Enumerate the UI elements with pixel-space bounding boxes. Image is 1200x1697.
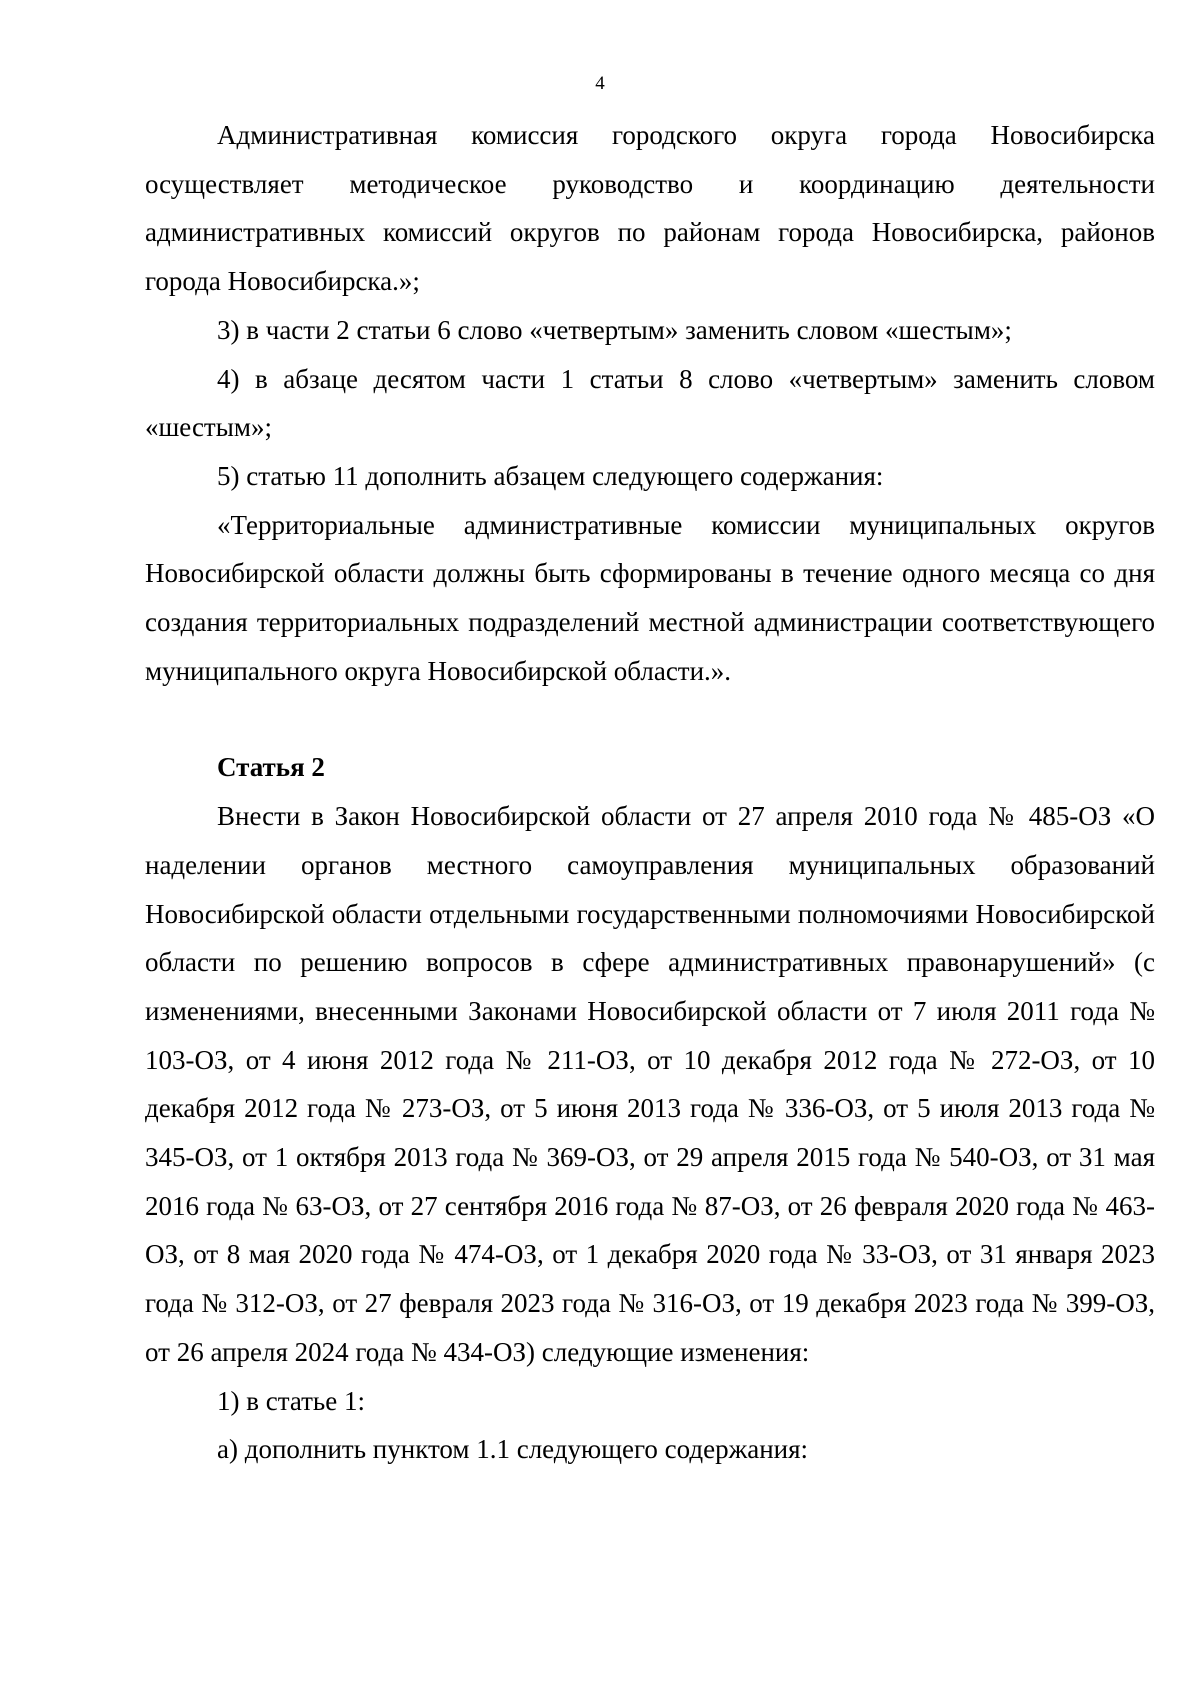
paragraph-amendment-3: 3) в части 2 статьи 6 слово «четвертым» заменить словом «шестым»; <box>217 314 1012 345</box>
page-number: 4 <box>595 73 605 94</box>
paragraph-commission-coordination: Административная комиссия городского округа города Новосибирска осуществляет методическое руководство и координацию деятельности административных комиссий округов по районам города Новосибирска, районов города Новосибирска.»; <box>145 120 1155 297</box>
paragraph-territorial-commissions: «Территориальные административные комиссии муниципальных округов Новосибирской области должны быть сформированы в течение одного месяца со дня создания территориальных подразделений местной администрации соответствующего муниципального округа Новосибирской области.». <box>145 509 1155 686</box>
paragraph-amendment-4: 4) в абзаце десятом части 1 статьи 8 слово «четвертым» заменить словом «шестым»; <box>145 363 1155 443</box>
paragraph-subitem-a: а) дополнить пунктом 1.1 следующего содержания: <box>217 1434 809 1465</box>
paragraph-item-1: 1) в статье 1: <box>217 1385 365 1416</box>
paragraph-law-amendment: Внести в Закон Новосибирской области от 27 апреля 2010 года № 485-ОЗ «О наделении органов местного самоуправления муниципальных образований Новосибирской области отдельными государственными полномочиями Новосибирской области по решению вопросов в сфере административных правонарушений» (с изменениями, внесенными Законами Новосибирской области от 7 июля 2011 года № 103-ОЗ, от 4 июня 2012 года № 211-ОЗ, от 10 декабря 2012 года № 272-ОЗ, от 10 декабря 2012 года № 273-ОЗ, от 5 июня 2013 года № 336-ОЗ, от 5 июля 2013 года № 345-ОЗ, от 1 октября 2013 года № 369-ОЗ, от 29 апреля 2015 года № 540-ОЗ, от 31 мая 2016 года № 63-ОЗ, от 27 сентября 2016 года № 87-ОЗ, от 26 февраля 2020 года № 463-ОЗ, от 8 мая 2020 года № 474-ОЗ, от 1 декабря 2020 года № 33-ОЗ, от 31 января 2023 года № 312-ОЗ, от 27 февраля 2023 года № 316-ОЗ, от 19 декабря 2023 года № 399-ОЗ, от 26 апреля 2024 года № 434-ОЗ) следующие изменения: <box>145 801 1155 1367</box>
document-body <box>145 111 1155 1474</box>
article-heading: Статья 2 <box>217 752 325 783</box>
paragraph-amendment-5: 5) статью 11 дополнить абзацем следующего содержания: <box>217 460 884 491</box>
